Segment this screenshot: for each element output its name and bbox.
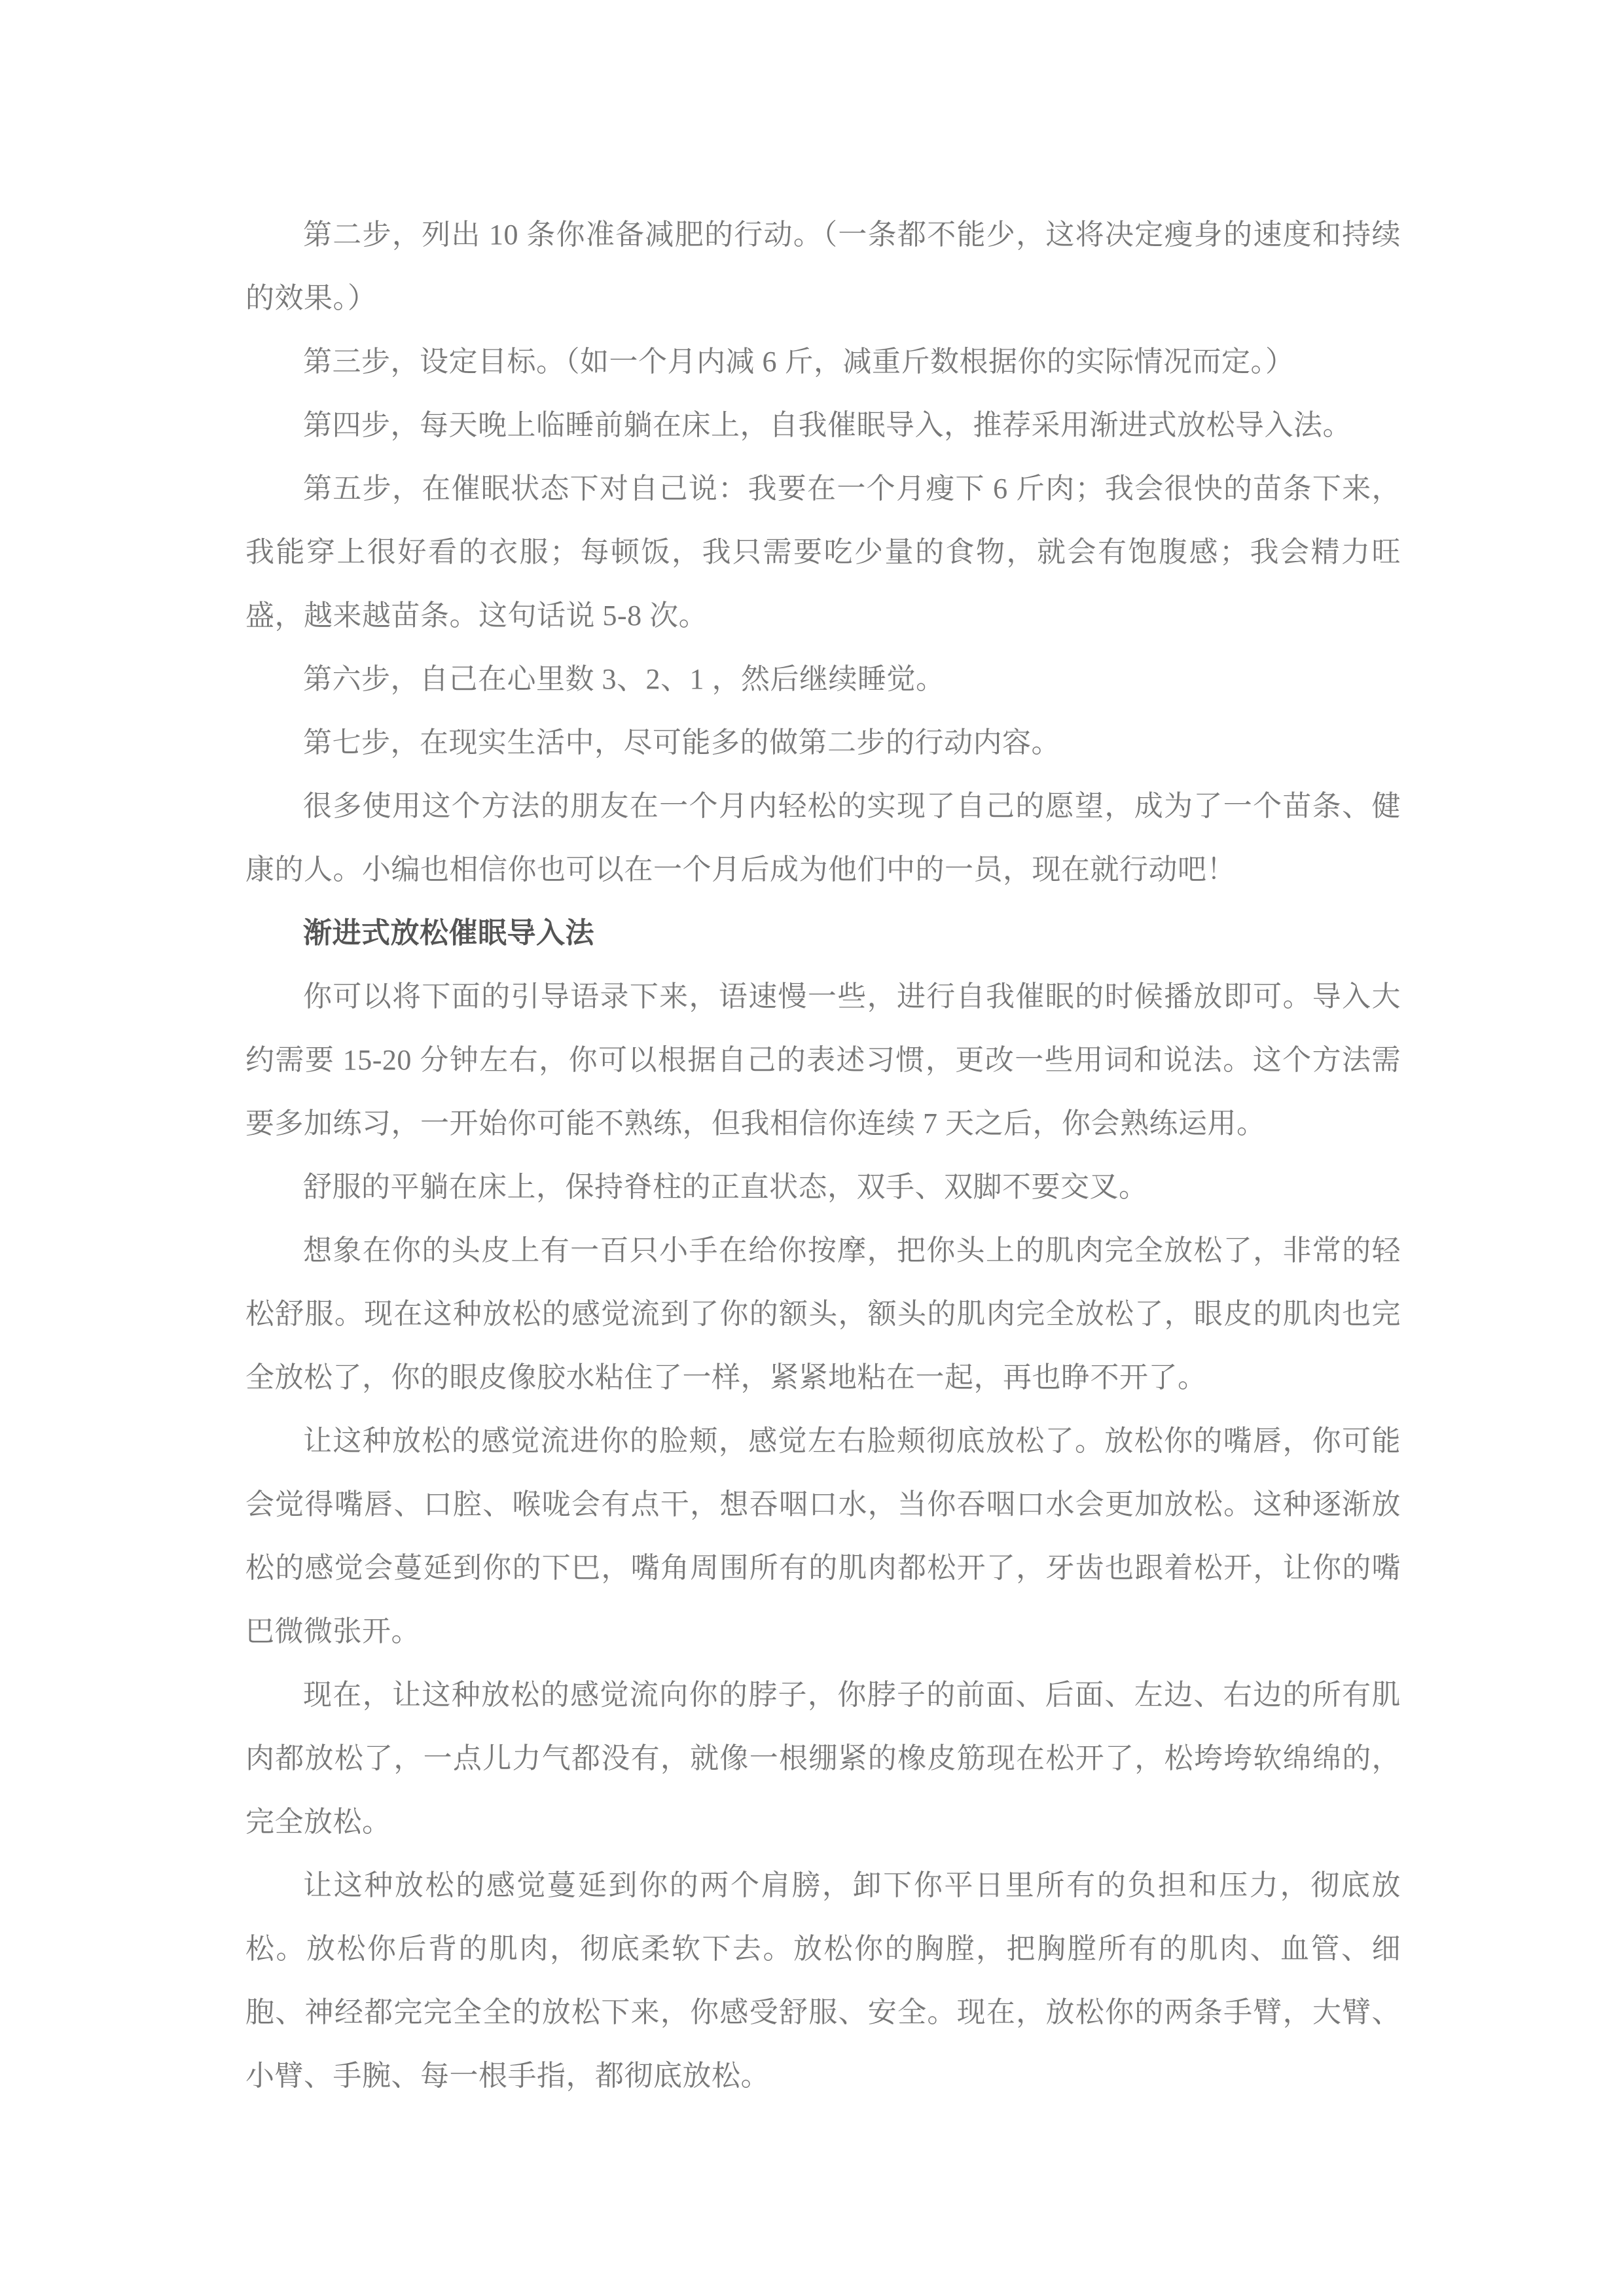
section-heading-progressive-relaxation: 渐进式放松催眠导入法 xyxy=(303,917,594,949)
paragraph-shoulders-arms-relaxation: 让这种放松的感觉蔓延到你的两个肩膀，卸下你平日里所有的负担和压力，彻底放松。放松你后背的肌肉，彻底柔软下去。放松你的胸膛，把胸膛所有的肌肉、血管、细胞、神经都完完全全的放松下来，你感受舒服、安全。现在，放松你的两条手臂，大臂、小臂、手腕、每一根手指，都彻底放松。 xyxy=(245,1869,1401,2092)
paragraph-step-7: 第七步，在现实生活中，尽可能多的做第二步的行动内容。 xyxy=(303,726,1060,759)
paragraph-step-6: 第六步，自己在心里数 3、2、1 ，然后继续睡觉。 xyxy=(303,663,945,695)
paragraph-neck-relaxation: 现在，让这种放松的感觉流向你的脖子，你脖子的前面、后面、左边、右边的所有肌肉都放松了，一点儿力气都没有，就像一根绷紧的橡皮筋现在松开了，松垮垮软绵绵的，完全放松。 xyxy=(245,1679,1401,1838)
paragraph-recording-instructions: 你可以将下面的引导语录下来，语速慢一些，进行自我催眠的时候播放即可。导入大约需要 15-20 分钟左右，你可以根据自己的表述习惯，更改一些用词和说法。这个方法需要多加练习，一开始你可能不熟练，但我相信你连续 7 天之后，你会熟练运用。 xyxy=(245,980,1401,1139)
paragraph-scalp-forehead-relaxation: 想象在你的头皮上有一百只小手在给你按摩，把你头上的肌肉完全放松了，非常的轻松舒服。现在这种放松的感觉流到了你的额头，额头的肌肉完全放松了，眼皮的肌肉也完全放松了，你的眼皮像胶水粘住了一样，紧紧地粘在一起，再也睁不开了。 xyxy=(245,1234,1401,1393)
paragraph-step-5: 第五步，在催眠状态下对自己说：我要在一个月瘦下 6 斤肉；我会很快的苗条下来，我能穿上很好看的衣服；每顿饭，我只需要吃少量的食物，就会有饱腹感；我会精力旺盛，越来越苗条。这句话说 5-8 次。 xyxy=(245,473,1401,632)
paragraph-conclusion: 很多使用这个方法的朋友在一个月内轻松的实现了自己的愿望，成为了一个苗条、健康的人。小编也相信你也可以在一个月后成为他们中的一员，现在就行动吧！ xyxy=(245,790,1401,886)
document-content xyxy=(245,203,1401,2108)
paragraph-lie-down: 舒服的平躺在床上，保持脊柱的正直状态，双手、双脚不要交叉。 xyxy=(303,1171,1148,1203)
paragraph-step-3: 第三步，设定目标。（如一个月内减 6 斤，减重斤数根据你的实际情况而定。） xyxy=(303,346,1295,378)
paragraph-cheeks-jaw-relaxation: 让这种放松的感觉流进你的脸颊，感觉左右脸颊彻底放松了。放松你的嘴唇，你可能会觉得嘴唇、口腔、喉咙会有点干，想吞咽口水，当你吞咽口水会更加放松。这种逐渐放松的感觉会蔓延到你的下巴，嘴角周围所有的肌肉都松开了，牙齿也跟着松开，让你的嘴巴微微张开。 xyxy=(245,1425,1401,1647)
paragraph-step-4: 第四步，每天晚上临睡前躺在床上，自我催眠导入，推荐采用渐进式放松导入法。 xyxy=(303,409,1352,441)
paragraph-step-2: 第二步，列出 10 条你准备减肥的行动。（一条都不能少，这将决定瘦身的速度和持续的效果。） xyxy=(245,219,1401,314)
